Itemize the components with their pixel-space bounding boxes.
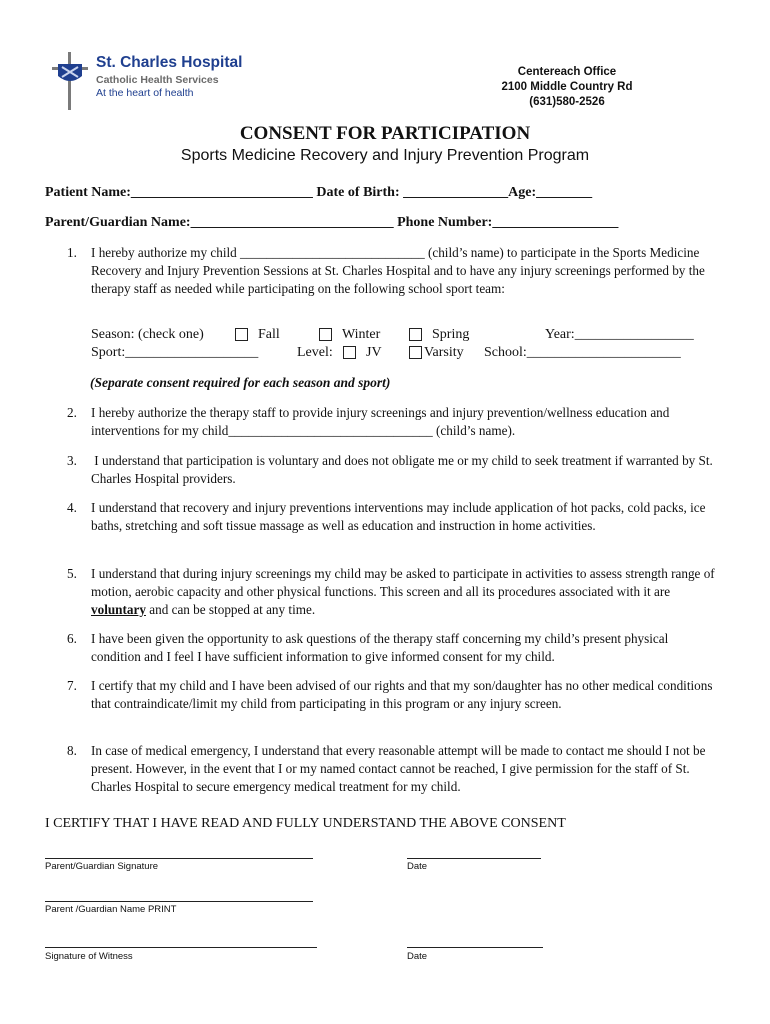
level-label: Level: <box>297 345 333 360</box>
guardian-print-label: Parent /Guardian Name PRINT <box>45 904 177 915</box>
cross-shield-logo-icon <box>48 52 92 110</box>
item-number: 2. <box>67 405 77 420</box>
item-text: In case of medical emergency, I understand that every reasonable attempt will be made to contact me should I not be present. However, in the event that I or my named contact cannot be reached, I give permission for the staff of St. Charles Hospital to secure emergency medical treatment for my child. <box>91 743 706 794</box>
witness-signature-label: Signature of Witness <box>45 951 133 962</box>
year-field[interactable]: Year:_________________ <box>545 327 694 342</box>
consent-item-2 <box>67 404 717 440</box>
season-label: Season: (check one) <box>91 327 204 342</box>
item-text <box>91 565 717 619</box>
varsity-label: Varsity <box>424 345 464 360</box>
item-text-before: I understand that during injury screenings my child may be asked to participate in activities to assess strength range of motion, aerobic capacity and other physical functions. This screen and all its procedures associated with it are <box>91 566 715 599</box>
office-address-block <box>477 65 657 110</box>
item-text: I certify that my child and I have been advised of our rights and that my son/daughter has no other medical conditions that contraindicate/limit my child from participating in this program or any injury screen. <box>91 678 713 711</box>
logo-title: St. Charles Hospital <box>96 54 243 71</box>
item-number: 1. <box>67 245 77 260</box>
winter-label: Winter <box>342 327 381 342</box>
document-title: CONSENT FOR PARTICIPATION <box>239 123 531 144</box>
spring-label: Spring <box>432 327 470 342</box>
item-text: I hereby authorize the therapy staff to provide injury screenings and injury prevention/wellness education and interventions for my child_______________________________ (child’s name). <box>91 405 670 438</box>
voluntary-emphasis: voluntary <box>91 602 146 617</box>
item-text: I understand that participation is voluntary and does not obligate me or my child to seek treatment if warranted by St. Charles Hospital providers. <box>91 453 717 486</box>
school-field[interactable]: School:______________________ <box>484 345 681 360</box>
jv-checkbox[interactable] <box>343 346 356 359</box>
patient-info-line[interactable]: Patient Name:__________________________ Date of Birth: _______________Age:________ <box>45 185 593 200</box>
separate-consent-note: (Separate consent required for each season and sport) <box>90 375 391 390</box>
logo-subtitle: Catholic Health Services <box>96 74 219 86</box>
item-text: I hereby authorize my child ____________________________ (child’s name) to participate in the Sports Medicine Recovery and Injury Prevention Sessions at St. Charles Hospital and to have any injury screenings performed by the therapy staff as needed while participating on the following school sport team: <box>91 245 705 296</box>
office-name: Centereach Office <box>517 66 617 78</box>
fall-checkbox[interactable] <box>235 328 248 341</box>
consent-item-8 <box>67 742 717 796</box>
consent-item-1 <box>67 244 717 298</box>
item-text-after: and can be stopped at any time. <box>145 602 316 617</box>
consent-item-7 <box>67 677 717 713</box>
consent-item-3 <box>67 452 717 488</box>
varsity-checkbox[interactable] <box>409 346 422 359</box>
spring-checkbox[interactable] <box>409 328 422 341</box>
guardian-signature-line[interactable] <box>45 858 313 859</box>
item-number: 3. <box>67 453 77 468</box>
item-number: 5. <box>67 566 77 581</box>
date-line-2[interactable] <box>407 947 543 948</box>
item-text: I understand that recovery and injury preventions interventions may include application of hot packs, cold packs, ice baths, stretching and soft tissue massage as well as education and instruction in home activities. <box>91 500 706 533</box>
item-number: 4. <box>67 500 77 515</box>
certify-statement: I CERTIFY THAT I HAVE READ AND FULLY UNDERSTAND THE ABOVE CONSENT <box>45 816 566 831</box>
jv-label: JV <box>366 345 382 360</box>
item-number: 6. <box>67 631 77 646</box>
guardian-print-line[interactable] <box>45 901 313 902</box>
fall-label: Fall <box>258 327 280 342</box>
consent-item-6 <box>67 630 717 666</box>
date-line-1[interactable] <box>407 858 541 859</box>
guardian-info-line[interactable]: Parent/Guardian Name:_____________________________ Phone Number:__________________ <box>45 215 619 230</box>
winter-checkbox[interactable] <box>319 328 332 341</box>
sport-field[interactable]: Sport:___________________ <box>91 345 259 360</box>
date-label-1: Date <box>407 861 428 872</box>
guardian-signature-label: Parent/Guardian Signature <box>45 861 159 872</box>
office-phone: (631)580-2526 <box>529 96 605 108</box>
witness-signature-line[interactable] <box>45 947 317 948</box>
logo-tagline: At the heart of health <box>96 87 194 99</box>
item-number: 7. <box>67 678 77 693</box>
item-text: I have been given the opportunity to ask questions of the therapy staff concerning my child’s present physical condition and I feel I have sufficient information to give informed consent for my child. <box>91 631 669 664</box>
date-label-2: Date <box>407 951 428 962</box>
item-number: 8. <box>67 743 77 758</box>
consent-item-5 <box>67 565 717 619</box>
hospital-logo <box>48 52 258 108</box>
consent-item-4 <box>67 499 717 535</box>
document-subtitle: Sports Medicine Recovery and Injury Prevention Program <box>180 147 590 164</box>
office-address: 2100 Middle Country Rd <box>501 81 633 93</box>
